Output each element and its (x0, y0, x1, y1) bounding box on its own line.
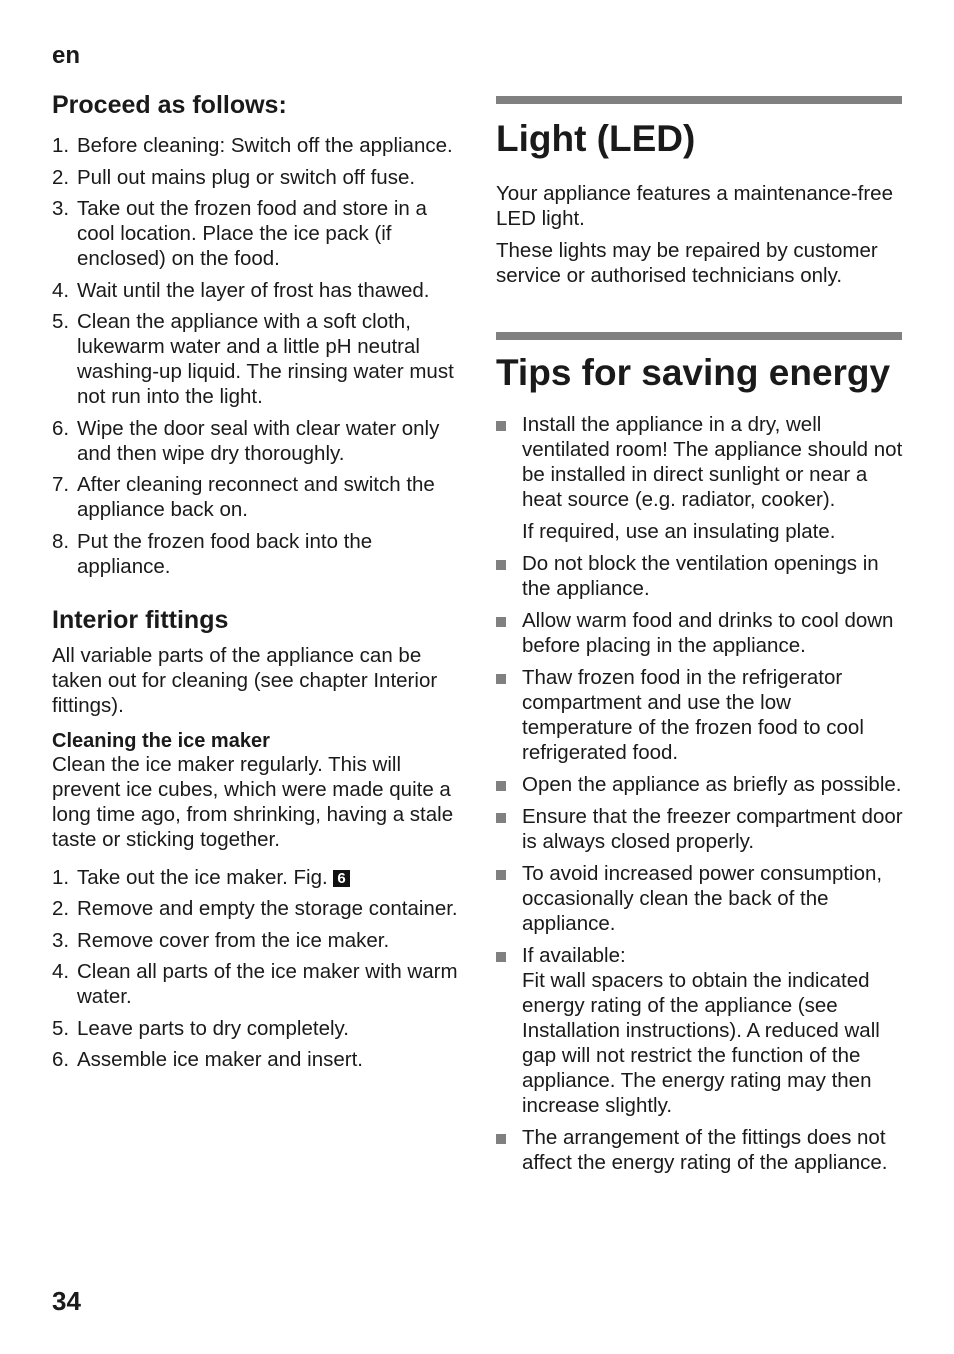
tip-text: Thaw frozen food in the refrigerator compartment and use the low temperature of the frozen food to cool refrigerated food. (522, 666, 864, 764)
tip-text: Ensure that the freezer compartment door is always closed properly. (522, 805, 903, 853)
step-text: Assemble ice maker and insert. (77, 1048, 363, 1071)
square-bullet-icon (496, 617, 506, 627)
tip-text: To avoid increased power consumption, occasionally clean the back of the appliance. (522, 862, 883, 935)
step-text: Take out the frozen food and store in a cool location. Place the ice pack (if enclosed) on the food. (77, 197, 427, 270)
square-bullet-icon (496, 560, 506, 570)
tip-text: Install the appliance in a dry, well ventilated room! The appliance should not be installed in direct sunlight or near a heat source (e.g. radiator, cooker). (522, 413, 903, 511)
led-paragraph-2: These lights may be repaired by customer service or authorised technicians only. (496, 239, 878, 287)
step-number: 6. (52, 416, 70, 440)
step-number: 4. (52, 278, 70, 302)
page-number: 34 (52, 1286, 81, 1316)
proceed-step (52, 309, 462, 409)
proceed-step (52, 133, 462, 158)
step-number: 1. (52, 865, 70, 889)
ice-step (52, 928, 462, 953)
ice-maker-steps (52, 865, 462, 1073)
step-number: 4. (52, 960, 70, 983)
proceed-steps (52, 133, 462, 579)
figure-reference: 6 (333, 870, 349, 887)
section-divider (496, 332, 902, 340)
proceed-step (52, 416, 462, 466)
step-text: Pull out mains plug or switch off fuse. (77, 165, 416, 189)
step-number: 6. (52, 1048, 70, 1071)
tip-item (496, 943, 904, 1118)
ice-step (52, 1047, 462, 1072)
tips-heading: Tips for saving energy (496, 352, 891, 393)
step-number: 8. (52, 529, 70, 553)
language-label: en (52, 42, 81, 69)
tip-text: Do not block the ventilation openings in the appliance. (522, 552, 879, 600)
step-number: 2. (52, 897, 70, 920)
tip-text: If available: (522, 944, 626, 967)
step-number: 2. (52, 165, 70, 189)
ice-step (52, 1016, 462, 1041)
light-led-heading: Light (LED) (496, 118, 696, 159)
step-text: Put the frozen food back into the appliance. (77, 529, 373, 578)
tip-item (496, 551, 904, 601)
proceed-step (52, 278, 462, 303)
energy-tips-list (496, 412, 904, 1175)
interior-fittings-heading: Interior fittings (52, 605, 229, 634)
step-text: Clean the appliance with a soft cloth, lukewarm water and a little pH neutral washing-up liquid. The rinsing water must not run into the light. (77, 310, 454, 408)
step-text: Wipe the door seal with clear water only and then wipe dry thoroughly. (77, 416, 440, 465)
step-text: Leave parts to dry completely. (77, 1016, 349, 1040)
tip-item (496, 608, 904, 658)
square-bullet-icon (496, 781, 506, 791)
tip-text: Open the appliance as briefly as possible. (522, 773, 902, 796)
step-number: 7. (52, 473, 70, 496)
square-bullet-icon (496, 421, 506, 431)
ice-maker-heading: Cleaning the ice maker (52, 729, 270, 752)
tip-subtext: If required, use an insulating plate. (522, 520, 836, 543)
tip-item (496, 804, 904, 854)
step-number: 3. (52, 928, 70, 952)
step-number: 1. (52, 134, 70, 157)
step-number: 3. (52, 197, 70, 220)
tip-item (496, 861, 904, 936)
right-column (496, 96, 904, 1182)
tip-item (496, 772, 904, 797)
tip-item (496, 665, 904, 765)
interior-fittings-text: All variable parts of the appliance can be taken out for cleaning (see chapter Interior fittings). (52, 643, 438, 717)
square-bullet-icon (496, 1134, 506, 1144)
section-divider (496, 96, 902, 104)
ice-step (52, 959, 462, 1009)
step-text: Remove and empty the storage container. (77, 897, 458, 920)
square-bullet-icon (496, 870, 506, 880)
tip-text: Allow warm food and drinks to cool down before placing in the appliance. (522, 609, 894, 657)
step-text: Take out the ice maker. Fig. (77, 865, 328, 889)
square-bullet-icon (496, 952, 506, 962)
step-text: After cleaning reconnect and switch the appliance back on. (77, 473, 435, 521)
ice-maker-text: Clean the ice maker regularly. This will prevent ice cubes, which were made quite a long time ago, from shrinking, having a stale taste or sticking together. (52, 752, 454, 851)
square-bullet-icon (496, 674, 506, 684)
proceed-heading: Proceed as follows: (52, 91, 287, 119)
tip-subtext: Fit wall spacers to obtain the indicated energy rating of the appliance (see Installation instructions). A reduced wall gap will not restrict the function of the appliance. The energy rating may then increase slightly. (522, 969, 880, 1117)
proceed-step (52, 196, 462, 271)
tip-item (496, 412, 904, 544)
tip-item (496, 1125, 904, 1175)
ice-step (52, 896, 462, 921)
tip-text: The arrangement of the fittings does not affect the energy rating of the appliance. (522, 1126, 888, 1174)
step-number: 5. (52, 310, 70, 333)
ice-step (52, 865, 462, 890)
left-column (52, 88, 462, 1079)
proceed-step (52, 472, 462, 522)
step-text: Wait until the layer of frost has thawed. (77, 278, 430, 302)
led-paragraph-1: Your appliance features a maintenance-free LED light. (496, 182, 893, 230)
step-text: Remove cover from the ice maker. (77, 928, 390, 952)
proceed-step (52, 529, 462, 579)
step-text: Clean all parts of the ice maker with warm water. (77, 960, 458, 1008)
step-text: Before cleaning: Switch off the appliance. (77, 134, 453, 157)
square-bullet-icon (496, 813, 506, 823)
proceed-step (52, 165, 462, 190)
step-number: 5. (52, 1016, 70, 1040)
